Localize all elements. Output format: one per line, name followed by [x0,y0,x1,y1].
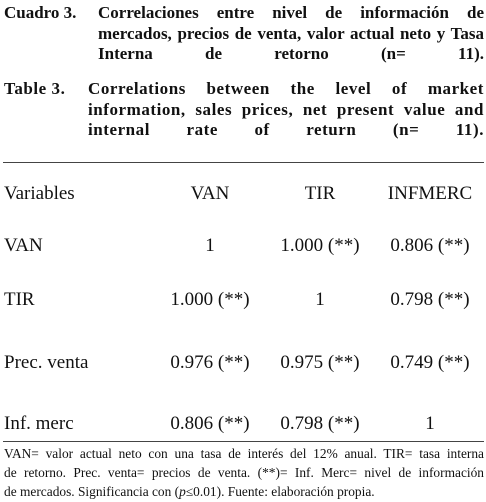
footnote-text: de mercados. Significancia con ( [4,484,180,499]
table-cell: 0.749 (**) [390,352,470,373]
header-cell: VAN [190,183,230,204]
table-cell: 1 [425,413,435,434]
table-cell: 0.798 (**) [390,289,470,310]
table-cell: 0.975 (**) [280,352,360,373]
table-bottom-rule [3,441,484,442]
caption-english [4,79,484,145]
header-cell: Variables [4,183,75,204]
row-label: TIR [4,289,35,310]
footnote-line: de retorno. Prec. venta= precios de venta. (**)= Inf. Merc= nivel de información [4,465,484,480]
footnote-p-symbol: p [179,484,186,499]
table-cell: 1.000 (**) [170,289,250,310]
caption-text: Correlations between the level of market information, sales prices, net present value and internal rate of return (n= 11). [88,79,484,139]
caption-text: Correlaciones entre nivel de información de mercados, precios de venta, valor actual neto y Tasa Interna de retorno (n= 11). [98,3,484,63]
table-cell: 0.798 (**) [280,413,360,434]
table-cell: 1 [315,289,325,310]
header-cell: TIR [304,183,336,204]
caption-label: Cuadro 3. [4,3,77,22]
row-label: VAN [4,235,43,256]
table-footnote [4,444,484,501]
table-cell: 0.806 (**) [170,413,250,434]
row-label: Prec. venta [4,352,89,373]
table-cell: 0.806 (**) [390,235,470,256]
footnote-line [4,482,484,501]
header-cell: INFMERC [387,183,473,204]
caption-spanish [4,3,484,69]
row-label: Inf. merc [4,413,74,434]
table-top-rule [3,162,484,163]
caption-label: Table 3. [4,79,66,98]
table-cell: 0.976 (**) [170,352,250,373]
table-cell: 1 [205,235,215,256]
footnote-line: VAN= valor actual neto con una tasa de interés del 12% anual. TIR= tasa interna [4,446,484,461]
footnote-text: ≤0.01). Fuente: elaboración propia. [185,484,375,499]
table-cell: 1.000 (**) [280,235,360,256]
